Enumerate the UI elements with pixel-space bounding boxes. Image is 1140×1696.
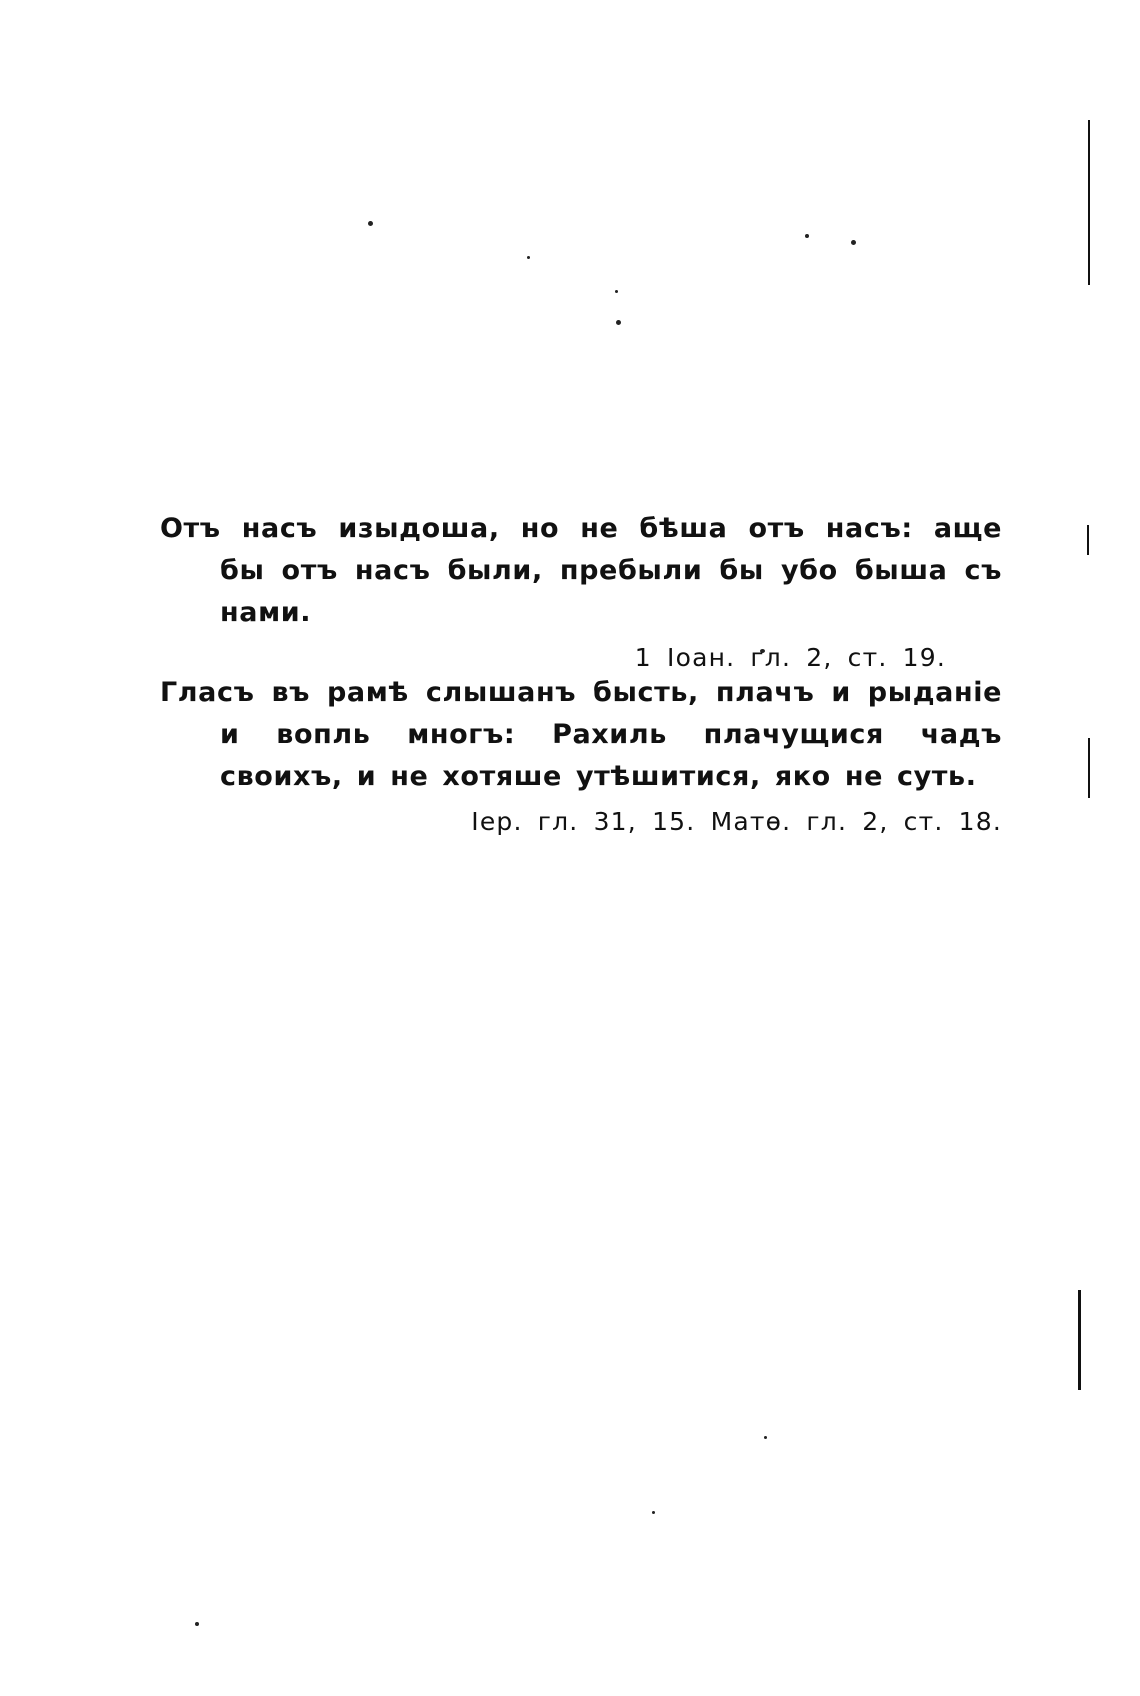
scan-speck bbox=[368, 221, 373, 226]
scan-speck bbox=[527, 256, 530, 259]
scan-speck bbox=[652, 1511, 655, 1514]
scan-edge-line bbox=[1088, 738, 1090, 798]
scan-speck bbox=[616, 320, 621, 325]
epigraph-1 bbox=[160, 508, 1002, 676]
scan-speck bbox=[764, 1436, 767, 1439]
scan-speck bbox=[851, 240, 856, 245]
epigraph-source: Іер. гл. 31, 15. Матѳ. гл. 2, ст. 18. bbox=[471, 807, 1002, 836]
epigraph-source: 1 Іоан. гл. 2, ст. 19. bbox=[634, 643, 946, 672]
scan-speck bbox=[615, 290, 618, 293]
scan-speck bbox=[805, 234, 809, 238]
scan-edge-line bbox=[1087, 525, 1089, 555]
scan-edge-line bbox=[1078, 1290, 1081, 1390]
epigraph-quote: Отъ насъ изыдоша, но не бѣша отъ насъ: аще бы отъ насъ были, пребыли бы убо быша съ нами. bbox=[160, 513, 1002, 628]
scan-edge-line bbox=[1088, 120, 1090, 285]
epigraph-quote: Гласъ въ рамѣ слышанъ бысть, плачъ и рыданіе и вопль многъ: Рахиль плачущися чадъ своихъ, и не хотяше утѣшитися, яко не суть. bbox=[160, 677, 1002, 792]
scan-speck bbox=[195, 1622, 199, 1626]
epigraph-2 bbox=[160, 672, 1002, 840]
